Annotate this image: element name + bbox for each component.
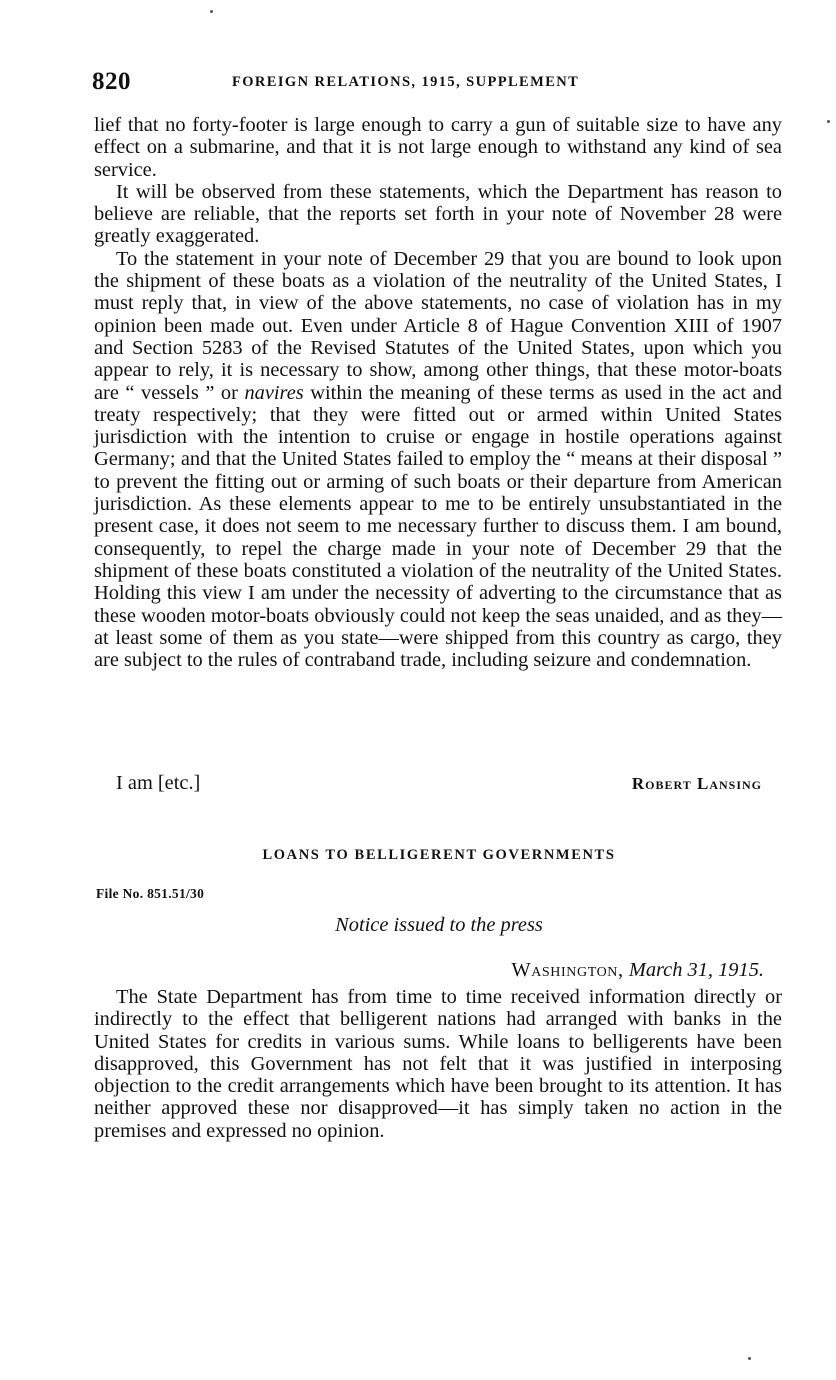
dateline-place: Washington, — [511, 959, 624, 981]
section-heading: LOANS TO BELLIGERENT GOVERNMENTS — [262, 847, 616, 863]
letter-body — [94, 114, 782, 671]
document-title: Notice issued to the press — [335, 914, 543, 936]
navires-term: navires — [244, 381, 304, 404]
signature: Robert Lansing — [631, 774, 762, 793]
running-head: FOREIGN RELATIONS, 1915, SUPPLEMENT — [232, 74, 580, 90]
letter-closing — [94, 772, 762, 796]
letter-paragraph-3 — [94, 248, 782, 672]
file-number: File No. 851.51/30 — [96, 886, 205, 901]
letter-paragraph-2: It will be observed from these statements, which the Department has reason to believe are reliable, that the reports set forth in your note of November 28 were greatly exaggerated. — [94, 180, 782, 248]
page-header — [92, 68, 782, 102]
dateline — [511, 959, 764, 982]
dateline-date: March 31, 1915. — [628, 959, 764, 981]
closing-salutation: I am [etc.] — [116, 772, 201, 794]
letter-paragraph-1: lief that no forty-footer is large enough to carry a gun of suitable size to have any effect on a submarine, and that it is not large enough to withstand any kind of sea service. — [94, 114, 782, 181]
page-number: 820 — [92, 68, 131, 95]
scan-speck — [748, 1357, 751, 1360]
letter-paragraph-3-part-1: To the statement in your note of December 29 that you are bound to look upon the shipment of these boats as a violation of the neutrality of the United States, I must reply that, in view of the above statements, no case of violation has in my opinion been made out. Even under Article 8 of Hague Convention XIII of 1907 and Section 5283 of the Revised Statutes of the United States, upon which you appear to rely, it is necessary to show, among other things, that these motor-boats are “ vessels ” or — [94, 247, 782, 404]
letter-paragraph-3-part-2: within the meaning of these terms as used in the act and treaty respectively; that they were fitted out or armed within United States jurisdiction with the intention to cruise or engage in hostile operations against Germany; and that the United States failed to employ the “ means at their disposal ” to prevent the fitting out or arming of such boats or their departure from American jurisdiction. As these elements appear to me to be entirely unsubstantiated in the present case, it does not seem to me necessary further to discuss them. I am bound, consequently, to repel the charge made in your note of December 29 that the shipment of these boats constituted a violation of the neutrality of the United States. Holding this view I am under the necessity of adverting to the circumstance that as these wooden motor-boats obviously could not keep the seas unaided, and as they—at least some of them as you state—were shipped from this country as cargo, they are subject to the rules of contraband trade, including seizure and condemnation. — [94, 381, 782, 672]
scan-speck — [827, 120, 830, 123]
scan-speck — [210, 10, 213, 13]
notice-paragraph: The State Department has from time to time received information directly or indirectly to the effect that belligerent nations had arranged with banks in the United States for credits in various sums. While loans to belligerents have been disapproved, this Government has not felt that it was justified in interposing objection to the credit arrangements which have been brought to its attention. It has neither approved these nor disapproved—it has simply taken no action in the premises and expressed no opinion. — [94, 986, 782, 1142]
notice-body — [94, 986, 782, 1142]
